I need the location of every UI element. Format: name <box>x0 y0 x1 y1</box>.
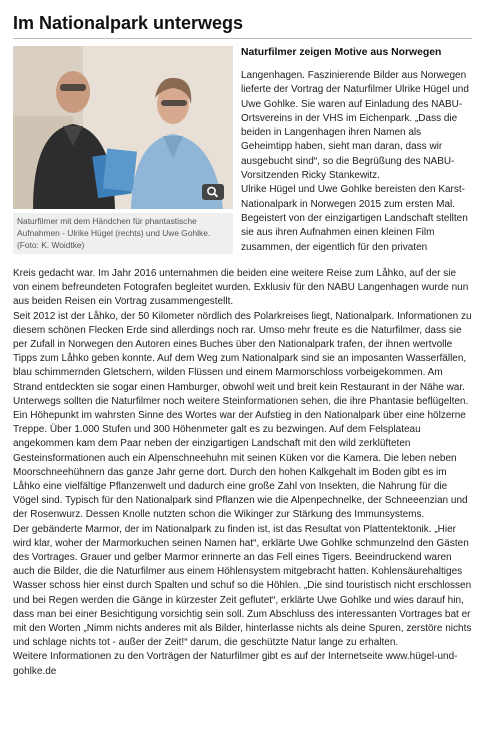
full-width-text <box>13 267 474 679</box>
article-figure <box>13 46 233 254</box>
article-title: Im Nationalpark unterwegs <box>13 13 244 33</box>
magnify-icon[interactable] <box>202 184 224 200</box>
paragraph: Kreis gedacht war. Im Jahr 2016 unternahmen die beiden eine weitere Reise zum Låhko, auf der sie von einem befreundeten Fotografen begleitet wurden. Exklusiv für den NABU Langenhagen wurde nun aus beiden Reisen ein Vortrag zusammengestellt. <box>13 268 469 308</box>
photo-illustration <box>13 46 233 209</box>
paragraph: Langenhagen. Faszinierende Bilder aus Norwegen lieferte der Vortrag der Naturfilmer Ulrike Hügel und Uwe Gohlke. Sie waren auf Einladung des NABU-Ortsvereins in der VHS im Eichenpark. „Dass die beiden in Langenhagen ihren Namen als Geheimtipp haben, sieht man daran, dass wir ausgebucht sind“, so die Begrüßung des NABU-Vorsitzenden Ricky Stankewitz. <box>241 70 469 182</box>
side-text <box>241 69 473 255</box>
paragraph: Ein Höhepunkt im wahrsten Sinne des Wortes war der Aufstieg in den Nationalpark über eine hölzerne Treppe. Über 1.000 Stufen und 300 Höhenmeter galt es zu bezwingen. Auf dem Felsplateau angekommen kam dem Paar neben der einzigartigen Landschaft mit den wild zerklüfteten Gesteinsformationen auch ein Alpenschneehuhn mit seinen Küken vor die Kamera. Die leben neben Moorschneehühnern das ganze Jahr gerne dort. Durch den hohen Kalkgehalt im Boden gibt es im Låhko eine vielfältige Pflanzenwelt und dadurch eine große Zahl von Insekten, die Nahrung für die Vögel sind. Typisch für den Nationalpark sind Pflanzen wie die Alpenpechnelke, der Schneeenzian und der Rosenwurz. Dessen Knolle nutzten schon die Wikinger zur Stärkung des Immunsystems. <box>13 410 468 521</box>
website-paragraph[interactable]: Weitere Informationen zu den Vorträgen der Naturfilmer gibt es auf der Internetseite www.hügel-und-gohlke.de <box>13 651 458 677</box>
title-divider <box>13 38 472 39</box>
magnify-glyph <box>206 186 220 198</box>
article-photo[interactable] <box>13 46 233 209</box>
paragraph: Seit 2012 ist der Låhko, der 50 Kilometer nördlich des Polarkreises liegt, Nationalpark. Informationen zu diesem schönen Flecken Erde sind allerdings noch rar. Umso mehr freute es die Naturfilmer, dass sie per Zufall in Norwegen den Autoren eines Buches über den Nationalpark trafen, der ihnen wertvolle Tipps zum Låhko geben konnte. Auf dem Weg zum Nationalpark sind sie an imposanten Wasserfällen, blau schimmernden Gletschern, wilden Flüssen und einem Marmorschloss vorbeigekommen. Am Strand entdeckten sie sogar einen Hamburger, obwohl weit und breit kein Restaurant in der Nähe war. Unterwegs sollten die Naturfilmer noch weitere Steinformationen sehen, die ihre Phantasie beflügelten. <box>13 310 472 407</box>
paragraph: Ulrike Hügel und Uwe Gohlke bereisten den Karst-Nationalpark in Norwegen 2015 zum ersten Mal. Begeistert von der einzigartigen Landschaft stellten sie aus ihren Aufnahmen einen kleinen Film zusammen, der eigentlich für den privaten <box>241 184 468 253</box>
paragraph: Der gebänderte Marmor, der im Nationalpark zu finden ist, ist das Resultat von Plattentektonik. „Hier wird klar, woher der Marmorkuchen seinen Namen hat“, erklärte Uwe Gohlke schmunzelnd den Gästen des Vortrages. Grauer und gelber Marmor erinnerte an das Fell eines Tigers. Beeindruckend waren auch die Bilder, die die Naturfilmer aus einem Höhlensystem mitgebracht hatten. Kohlensäurehaltiges Wasser schoss hier einst durch Spalten und schuf so die Höhlen. „Die sind touristisch nicht erschlossen und bei Regen werden die Gänge in kürzester Zeit geflutet“, erklärte Uwe Gohlke und wies darauf hin, dass man bei einer Besichtigung vorsichtig sein soll. Zum Abschluss des interessanten Vortrages bat er mit den Worten „Nimm nichts anderes mit als Bilder, hinterlasse nichts als deine Spuren, zerstöre nichts und schlage nichts tot - außer der Zeit!“ darum, die geschützte Natur lange zu erhalten. <box>13 523 472 649</box>
image-caption: Naturfilmer mit dem Händchen für phantastische Aufnahmen - Ulrike Hügel (rechts) und Uwe Gohlke. (Foto: K. Woidtke) <box>13 213 233 254</box>
article-subheadline: Naturfilmer zeigen Motive aus Norwegen <box>241 47 442 58</box>
